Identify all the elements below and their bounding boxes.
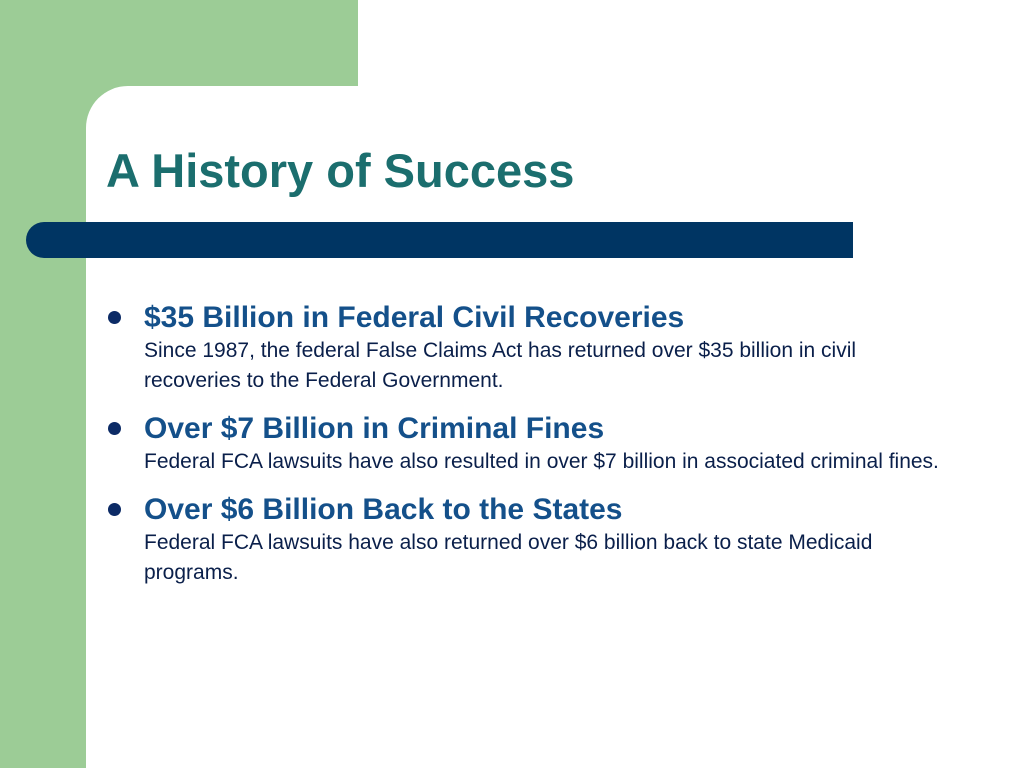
bullet-body: Since 1987, the federal False Claims Act has returned over $35 billion in civil recoveries to the Federal Government. <box>144 339 857 392</box>
title-underline-bar <box>26 222 853 258</box>
bullet-dot-icon <box>108 422 121 435</box>
slide-title: A History of Success <box>106 144 575 197</box>
bullet-heading: Over $7 Billion in Criminal Fines <box>144 412 605 445</box>
list-item <box>106 492 966 588</box>
list-item <box>106 300 966 396</box>
bullet-list <box>106 300 966 603</box>
bullet-body: Federal FCA lawsuits have also returned over $6 billion back to state Medicaid programs. <box>144 531 873 584</box>
bullet-dot-icon <box>108 503 121 516</box>
bullet-body: Federal FCA lawsuits have also resulted in over $7 billion in associated criminal fines. <box>144 450 939 473</box>
bullet-heading: $35 Billion in Federal Civil Recoveries <box>144 301 685 334</box>
bullet-dot-icon <box>108 311 121 324</box>
bullet-heading: Over $6 Billion Back to the States <box>144 493 623 526</box>
list-item <box>106 411 966 477</box>
